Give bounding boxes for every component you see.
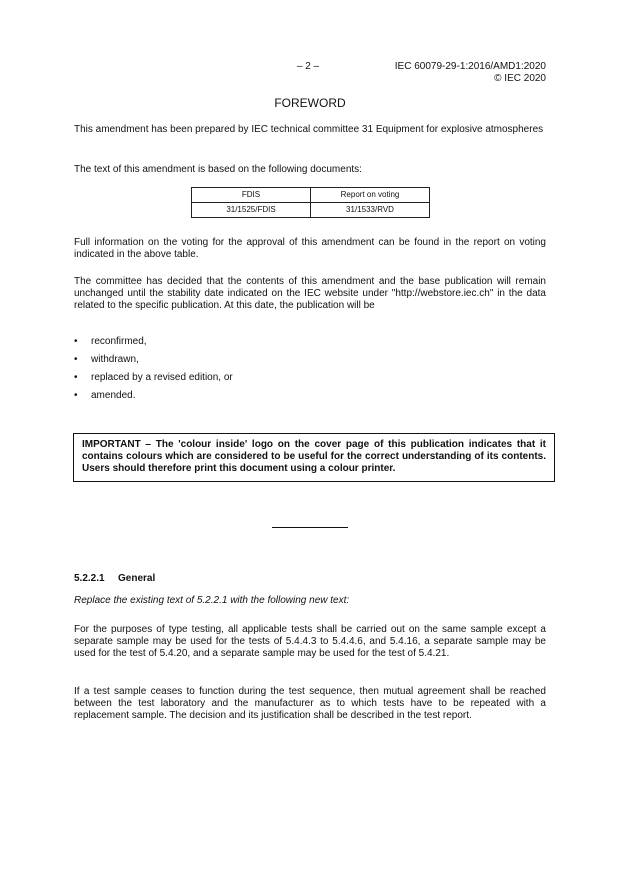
bullet-icon: •: [74, 354, 78, 365]
copyright-notice: © IEC 2020: [494, 73, 546, 84]
table-header-row: [192, 188, 430, 203]
table-row: [192, 203, 430, 218]
clause-heading: [74, 573, 155, 585]
clause-paragraph-1: For the purposes of type testing, all applicable tests shall be carried out on the same sample except a separate sample may be used for the tests of 5.4.4.3 to 5.4.4.6, and 5.4.16, a separate sample may be used for the test of 5.4.20, and a separate sample may be used for the test of 5.4.21.: [74, 624, 546, 659]
voting-table: [191, 187, 430, 218]
clause-number: 5.2.2.1: [74, 573, 105, 584]
based-on-paragraph: The text of this amendment is based on the following documents:: [74, 164, 362, 175]
table-cell-rvd: 31/1533/RVD: [311, 203, 430, 218]
page-title: FOREWORD: [274, 96, 346, 110]
clause-title: General: [118, 573, 156, 584]
list-item: • amended.: [74, 390, 136, 401]
intro-paragraph: This amendment has been prepared by IEC technical committee 31 Equipment for explosive atmospheres: [74, 124, 544, 135]
publication-options-list: [74, 336, 233, 408]
bullet-icon: •: [74, 372, 78, 383]
full-info-paragraph: Full information on the voting for the approval of this amendment can be found in the report on voting indicated in the above table.: [74, 237, 546, 260]
list-item: • reconfirmed,: [74, 336, 147, 347]
important-notice-box: IMPORTANT – The 'colour inside' logo on the cover page of this publication indicates that it contains colours which are considered to be useful for the correct understanding of its contents. Users should therefore print this document using a colour printer.: [73, 433, 555, 482]
separator-rule: [272, 527, 348, 528]
committee-decision-paragraph: The committee has decided that the contents of this amendment and the base publication will remain unchanged until the stability date indicated on the IEC website under "http://webstore.iec.ch" in the data related to the specific publication. At this date, the publication will be: [74, 276, 546, 311]
clause-paragraph-2: If a test sample ceases to function during the test sequence, then mutual agreement shall be reached between the test laboratory and the manufacturer as to which tests have to be repeated with a replacement sample. The decision and its justification shall be described in the test report.: [74, 686, 546, 721]
amendment-instruction: Replace the existing text of 5.2.2.1 with the following new text:: [74, 595, 350, 606]
table-header-report: Report on voting: [311, 188, 430, 203]
table-cell-fdis: 31/1525/FDIS: [192, 203, 311, 218]
bullet-icon: •: [74, 390, 78, 401]
document-reference: IEC 60079-29-1:2016/AMD1:2020: [394, 61, 546, 72]
list-item: • withdrawn,: [74, 354, 139, 365]
bullet-icon: •: [74, 336, 78, 347]
list-item: • replaced by a revised edition, or: [74, 372, 233, 383]
table-header-fdis: FDIS: [192, 188, 311, 203]
page-number: – 2 –: [296, 61, 320, 72]
